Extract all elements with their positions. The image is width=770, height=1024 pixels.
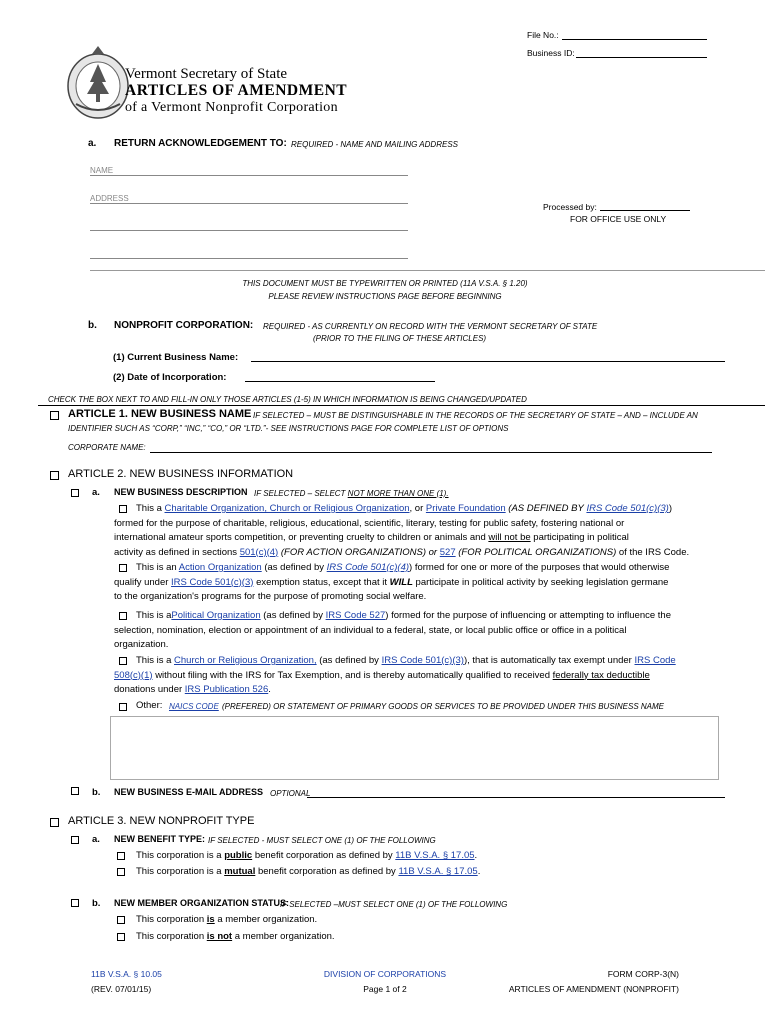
file-no-label: File No.: <box>527 30 559 40</box>
incorp-date-field[interactable] <box>245 381 435 382</box>
footer-division: DIVISION OF CORPORATIONS <box>323 969 447 979</box>
other-label: Other: <box>136 700 163 711</box>
check-instruction: CHECK THE BOX NEXT TO AND FILL-IN ONLY THOSE ARTICLES (1-5) IN WHICH INFORMATION IS BEING CHANGED/UPDATED <box>48 395 527 404</box>
irs-501c3-link-2[interactable]: IRS Code 501(c)(3) <box>171 576 254 588</box>
business-id-field[interactable] <box>576 57 707 58</box>
article-3b-note: IF SELECTED –MUST SELECT ONE (1) OF THE FOLLOWING <box>280 900 508 909</box>
footer-page: Page 1 of 2 <box>363 984 407 994</box>
business-id-label: Business ID: <box>527 48 575 58</box>
notice-line-1: THIS DOCUMENT MUST BE TYPEWRITTEN OR PRINTED (11A V.S.A. § 1.20) <box>242 279 528 288</box>
option-church-text: This is a Church or Religious Organization, (as defined by IRS Code 501(c)(3)), that is automatically tax exempt under IRS Code 508(c)(1) without filing with the IRS for Tax Exemption, and is thereby automatically qualified to received federally tax deductible donations under IRS Publication 526. <box>114 655 676 695</box>
page-title: ARTICLES OF AMENDMENT <box>125 82 348 99</box>
office-use-label: FOR OFFICE USE ONLY <box>570 214 667 224</box>
other-note: (PREFERED) OR STATEMENT OF PRIMARY GOODS OR SERVICES TO BE PROVIDED UNDER THIS BUSINESS NAME <box>222 702 664 711</box>
irs-501c4-link-2[interactable]: IRS Code 501(c)(4) <box>326 562 410 573</box>
article-2b-note: OPTIONAL <box>270 789 311 798</box>
footer-statute: 11B V.S.A. § 10.05 <box>91 969 162 979</box>
irs-508c1-link[interactable]: 508(c)(1) <box>114 669 153 681</box>
section-b-heading: NONPROFIT CORPORATION: <box>114 320 254 331</box>
irs-code-link[interactable]: IRS Code <box>634 655 676 666</box>
charitable-org-link[interactable]: Charitable Organization, Church or Religious Organization <box>164 503 410 514</box>
option-other-checkbox[interactable] <box>119 703 127 711</box>
article-3-checkbox[interactable] <box>50 818 59 827</box>
option-charitable-text: This a Charitable Organization, Church or Religious Organization, or Private Foundation (AS DEFINED BY IRS Code 501(c)(3)) formed for the purpose of charitable, religious, educational, scientific, literary, testing for public safety, fostering national or international amateur sports competition, or preventing cruelty to children or animals and will not be participating in political activity as defined in sections 501(c)(4) (FOR ACTION ORGANIZATIONS) or 527 (FOR POLITICAL ORGANIZATIONS) of the IRS Code. <box>114 503 690 558</box>
corporate-name-field[interactable] <box>150 452 712 453</box>
public-benefit-checkbox[interactable] <box>117 852 125 860</box>
current-name-field[interactable] <box>251 361 725 362</box>
name-field[interactable] <box>90 175 408 176</box>
article-1-checkbox[interactable] <box>50 411 59 420</box>
article-1-note-2: IDENTIFIER SUCH AS “CORP,” “INC,” “CO,” OR “LTD.”- SEE INSTRUCTIONS PAGE FOR COMPLETE LIST OF OPTIONS <box>68 424 509 433</box>
member-org-checkbox[interactable] <box>117 916 125 924</box>
section-b-letter: b. <box>88 320 97 331</box>
address-field-2[interactable] <box>90 230 408 231</box>
mutual-benefit-text: This corporation is a mutual benefit corporation as defined by 11B V.S.A. § 17.05. <box>136 866 481 877</box>
article-3a-letter: a. <box>92 834 100 845</box>
section-b-note-1: REQUIRED - AS CURRENTLY ON RECORD WITH THE VERMONT SECRETARY OF STATE <box>263 322 598 331</box>
section-a-note: REQUIRED - NAME AND MAILING ADDRESS <box>291 140 458 149</box>
address-field-1[interactable] <box>90 203 408 204</box>
corporate-name-label: CORPORATE NAME: <box>68 443 146 452</box>
irs-pub-526-link[interactable]: IRS Publication 526 <box>184 684 269 695</box>
divider <box>90 270 765 271</box>
church-org-link[interactable]: Church or Religious Organization, <box>174 655 317 666</box>
article-2a-letter: a. <box>92 487 100 498</box>
section-b-note-2: (PRIOR TO THE FILING OF THESE ARTICLES) <box>313 334 487 343</box>
article-2a-note: IF SELECTED – SELECT NOT MORE THAN ONE (1). <box>254 489 449 498</box>
irs-501c3-link[interactable]: IRS Code 501(c)(3) <box>586 503 669 514</box>
section-a-letter: a. <box>88 138 97 149</box>
section-a-heading: RETURN ACKNOWLEDGEMENT TO: <box>114 138 287 149</box>
article-3a-note: IF SELECTED - MUST SELECT ONE (1) OF THE FOLLOWING <box>208 836 436 845</box>
name-label: NAME <box>90 166 114 175</box>
processed-by-field <box>600 210 690 211</box>
political-org-link[interactable]: Political Organization <box>171 610 261 621</box>
article-3b-heading: NEW MEMBER ORGANIZATION STATUS: <box>114 898 289 908</box>
article-1-note-1: IF SELECTED – MUST BE DISTINGUISHABLE IN THE RECORDS OF THE SECRETARY OF STATE – AND – INCLUDE AN <box>253 411 698 420</box>
private-foundation-link[interactable]: Private Foundation <box>425 503 506 514</box>
footer-form-number: FORM CORP-3(N) <box>607 969 679 979</box>
irs-501c3-link-3[interactable]: IRS Code 501(c)(3) <box>381 655 464 666</box>
article-2-heading: ARTICLE 2. NEW BUSINESS INFORMATION <box>68 468 294 480</box>
irs-501c4-link[interactable]: 501(c)(4) <box>239 546 279 558</box>
public-benefit-text: This corporation is a public benefit corporation as defined by 11B V.S.A. § 17.05. <box>136 850 478 861</box>
address-label: ADDRESS <box>90 194 129 203</box>
vermont-seal-icon <box>62 44 134 124</box>
article-3a-heading: NEW BENEFIT TYPE: <box>114 834 206 844</box>
check-instruction-rule <box>38 405 765 406</box>
article-3b-letter: b. <box>92 898 101 909</box>
non-member-org-checkbox[interactable] <box>117 933 125 941</box>
irs-527-link[interactable]: 527 <box>439 546 456 558</box>
irs-527-link-2[interactable]: IRS Code 527 <box>325 610 386 621</box>
mutual-benefit-checkbox[interactable] <box>117 868 125 876</box>
file-no-field[interactable] <box>562 39 707 40</box>
article-2a-heading: NEW BUSINESS DESCRIPTION <box>114 487 248 497</box>
article-2b-letter: b. <box>92 787 101 798</box>
footer-revision: (REV. 07/01/15) <box>91 984 152 994</box>
email-field[interactable] <box>307 797 725 798</box>
article-2-checkbox[interactable] <box>50 471 59 480</box>
notice-line-2: PLEASE REVIEW INSTRUCTIONS PAGE BEFORE BEGINNING <box>268 292 502 301</box>
other-description-textarea[interactable] <box>110 716 719 780</box>
statute-1705-link-2[interactable]: 11B V.S.A. § 17.05 <box>398 866 478 877</box>
footer-form-title: ARTICLES OF AMENDMENT (NONPROFIT) <box>508 984 679 994</box>
action-org-link[interactable]: Action Organization <box>178 562 262 573</box>
article-3b-checkbox[interactable] <box>71 899 79 907</box>
article-2a-checkbox[interactable] <box>71 489 79 497</box>
statute-1705-link[interactable]: 11B V.S.A. § 17.05 <box>395 850 475 861</box>
non-member-org-text: This corporation is not a member organization. <box>136 931 335 942</box>
option-political-text: This is aPolitical Organization (as defined by IRS Code 527) formed for the purpose of influencing or attempting to influence the selection, nomination, election or appointment of an individual to a federal, state, or local public office or office in a political organization. <box>114 610 671 650</box>
article-3a-checkbox[interactable] <box>71 836 79 844</box>
member-org-text: This corporation is a member organization. <box>136 914 318 925</box>
current-name-label: (1) Current Business Name: <box>113 352 239 363</box>
article-1-heading: ARTICLE 1. NEW BUSINESS NAME <box>68 408 252 420</box>
address-field-3[interactable] <box>90 258 408 259</box>
page-subtitle: of a Vermont Nonprofit Corporation <box>125 100 338 115</box>
processed-by-label: Processed by: <box>543 202 597 212</box>
article-3-heading: ARTICLE 3. NEW NONPROFIT TYPE <box>68 815 255 827</box>
article-2b-checkbox[interactable] <box>71 787 79 795</box>
agency-name: Vermont Secretary of State <box>125 66 288 82</box>
naics-code-link[interactable]: NAICS CODE <box>169 702 219 711</box>
incorp-date-label: (2) Date of Incorporation: <box>113 372 227 383</box>
article-2b-heading: NEW BUSINESS E-MAIL ADDRESS <box>114 787 264 797</box>
option-action-text: This is an Action Organization (as defined by IRS Code 501(c)(4)) formed for one or more of the purposes that would otherwise qualify under IRS Code 501(c)(3) exemption status, except that it WILL participate in political activity by seeking legislation germane to the organization's programs for the purpose of promoting social welfare. <box>114 562 670 602</box>
